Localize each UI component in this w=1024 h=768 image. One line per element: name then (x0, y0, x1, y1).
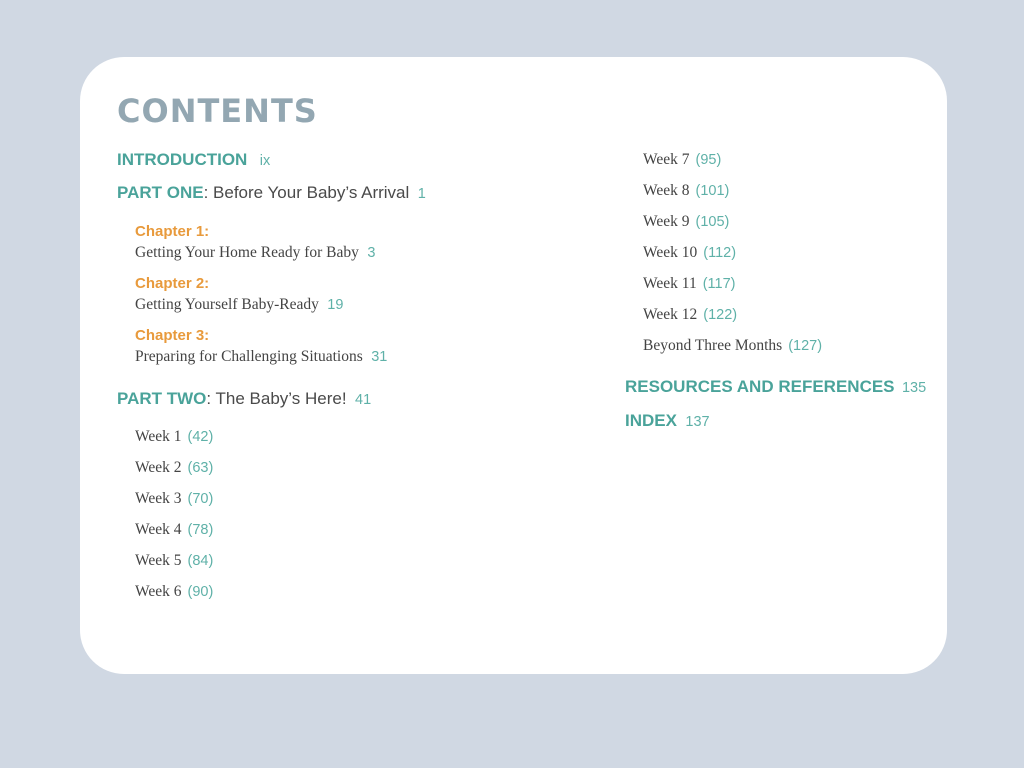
week-label: Week 2 (135, 459, 182, 476)
part-two-page: 41 (355, 392, 372, 408)
week-page: (117) (702, 276, 736, 292)
part-two-title: : The Baby’s Here! (206, 389, 347, 408)
chapter-2-page: 19 (327, 297, 344, 313)
week-label: Week 6 (135, 583, 182, 600)
week-page: (95) (695, 152, 722, 168)
week-label: Week 12 (643, 306, 698, 323)
week-page: (112) (703, 245, 737, 261)
chapter-3-label: Chapter 3: (135, 327, 210, 344)
beyond-three-months-page: (127) (788, 338, 823, 354)
resources-page: 135 (901, 380, 927, 396)
week-page: (122) (703, 307, 738, 323)
week-entry[interactable] (135, 521, 213, 539)
chapter-2-label: Chapter 2: (135, 275, 210, 292)
page-title: CONTENTS (117, 92, 318, 130)
week-page: (70) (187, 491, 214, 507)
week-label: Week 11 (643, 275, 697, 292)
week-entry[interactable] (643, 182, 729, 200)
week-entry[interactable] (135, 428, 213, 446)
part-one-page: 1 (417, 186, 426, 202)
week-entry[interactable] (135, 583, 213, 601)
week-page: (84) (187, 553, 214, 569)
week-page: (42) (187, 429, 214, 445)
week-entry[interactable] (135, 552, 213, 570)
week-label: Week 4 (135, 521, 182, 538)
week-page: (101) (695, 183, 730, 199)
chapter-2-title: Getting Yourself Baby-Ready (135, 296, 319, 313)
part-one-title: : Before Your Baby’s Arrival (203, 183, 410, 202)
chapter-1-page: 3 (367, 245, 376, 261)
chapter-1-label: Chapter 1: (135, 223, 210, 240)
index-entry[interactable] (625, 411, 710, 431)
week-entry[interactable] (643, 275, 735, 293)
chapter-2-entry[interactable] (135, 296, 343, 314)
week-label: Week 5 (135, 552, 182, 569)
chapter-3-title: Preparing for Challenging Situations (135, 348, 363, 365)
resources-entry[interactable] (625, 377, 926, 397)
index-page: 137 (685, 414, 710, 430)
week-entry[interactable] (135, 490, 213, 508)
week-label: Week 8 (643, 182, 690, 199)
week-page: (105) (695, 214, 730, 230)
week-label: Week 3 (135, 490, 182, 507)
week-entry[interactable] (643, 337, 822, 355)
week-label: Week 1 (135, 428, 182, 445)
week-page: (63) (187, 460, 214, 476)
week-entry[interactable] (643, 244, 736, 262)
part-two-label: PART TWO (117, 389, 207, 408)
week-label: Week 9 (643, 213, 690, 230)
chapter-3-entry[interactable] (135, 348, 387, 366)
week-entry[interactable] (135, 459, 213, 477)
introduction-entry[interactable] (117, 150, 270, 170)
chapter-1-entry[interactable] (135, 244, 375, 262)
week-page: (90) (187, 584, 214, 600)
part-one-label: PART ONE (117, 183, 204, 202)
introduction-page: ix (259, 153, 271, 169)
week-entry[interactable] (643, 151, 721, 169)
introduction-label: INTRODUCTION (117, 150, 248, 169)
index-label: INDEX (625, 411, 677, 430)
part-one-entry[interactable] (117, 183, 426, 203)
chapter-3-page: 31 (371, 349, 388, 365)
week-entry[interactable] (643, 306, 737, 324)
week-label: Week 7 (643, 151, 690, 168)
resources-label: RESOURCES AND REFERENCES (625, 377, 895, 396)
part-two-entry[interactable] (117, 389, 371, 409)
week-label: Week 10 (643, 244, 698, 261)
chapter-1-title: Getting Your Home Ready for Baby (135, 244, 359, 261)
week-page: (78) (187, 522, 214, 538)
week-entry[interactable] (643, 213, 729, 231)
beyond-three-months-label: Beyond Three Months (643, 337, 783, 354)
